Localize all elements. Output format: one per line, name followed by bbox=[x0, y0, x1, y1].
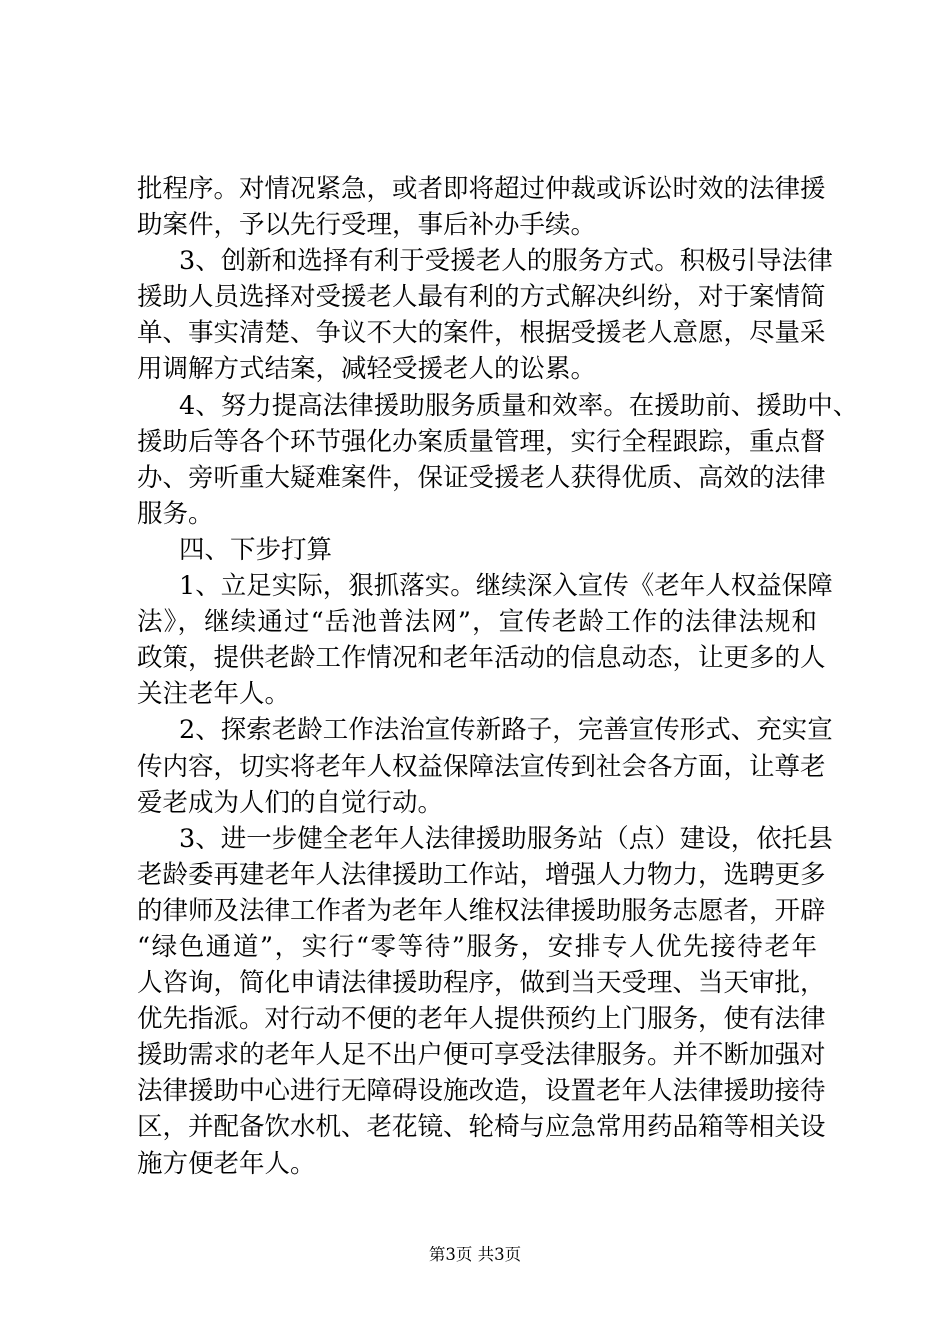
text-line: 服务。 bbox=[137, 498, 214, 529]
text-line: 传内容，切实将老年人权益保障法宣传到社会各方面，让尊老 bbox=[137, 751, 826, 782]
text-line: 爱老成为人们的自觉行动。 bbox=[137, 787, 444, 818]
text-line: “绿色通道”，实行“零等待”服务，安排专人优先接待老年 bbox=[137, 931, 817, 962]
text-line: 批程序。对情况紧急，或者即将超过仲裁或诉讼时效的法律援 bbox=[137, 174, 826, 204]
text-line: 1、立足实际，狠抓落实。继续深入宣传《老年人权益保障 bbox=[179, 571, 833, 602]
text-line: 用调解方式结案，减轻受援老人的讼累。 bbox=[137, 354, 597, 385]
text-line: 关注老年人。 bbox=[137, 679, 291, 710]
document-body bbox=[137, 171, 859, 1182]
page-number-footer: 第3页 共3页 bbox=[428, 1245, 522, 1264]
text-line: 的律师及法律工作者为老年人维权法律援助服务志愿者，开辟 bbox=[137, 895, 826, 926]
text-line: 3、创新和选择有利于受援老人的服务方式。积极引导法律 bbox=[179, 246, 833, 277]
text-line: 区，并配备饮水机、老花镜、轮椅与应急常用药品箱等相关设 bbox=[137, 1112, 826, 1143]
text-line: 法》，继续通过“岳池普法网”，宣传老龄工作的法律法规和 bbox=[137, 607, 817, 638]
text-line: 援助后等各个环节强化办案质量管理，实行全程跟踪，重点督 bbox=[137, 426, 826, 457]
text-line: 助案件，予以先行受理，事后补办手续。 bbox=[137, 210, 597, 241]
text-line: 2、探索老龄工作法治宣传新路子，完善宣传形式、充实宣 bbox=[179, 715, 833, 746]
text-line: 老龄委再建老年人法律援助工作站，增强人力物力，选聘更多 bbox=[137, 859, 826, 890]
text-line: 优先指派。对行动不便的老年人提供预约上门服务，使有法律 bbox=[137, 1004, 826, 1035]
text-line: 办、旁听重大疑难案件，保证受援老人获得优质、高效的法律 bbox=[137, 462, 826, 493]
section-heading: 四、下步打算 bbox=[179, 534, 333, 565]
text-line: 援助需求的老年人足不出户便可享受法律服务。并不断加强对 bbox=[137, 1040, 826, 1071]
text-line: 施方便老年人。 bbox=[137, 1148, 316, 1179]
text-line: 援助人员选择对受援老人最有利的方式解决纠纷，对于案情简 bbox=[137, 282, 826, 313]
text-line: 法律援助中心进行无障碍设施改造，设置老年人法律援助接待 bbox=[137, 1076, 826, 1107]
text-line: 单、事实清楚、争议不大的案件，根据受援老人意愿，尽量采 bbox=[137, 318, 826, 349]
text-line: 政策，提供老龄工作情况和老年活动的信息动态，让更多的人 bbox=[137, 643, 826, 674]
text-line: 4、努力提高法律援助服务质量和效率。在援助前、援助中、 bbox=[179, 390, 859, 421]
text-line: 人咨询，简化申请法律援助程序，做到当天受理、当天审批， bbox=[137, 968, 826, 999]
text-line: 3、进一步健全老年人法律援助服务站（点）建设，依托县 bbox=[179, 823, 833, 854]
